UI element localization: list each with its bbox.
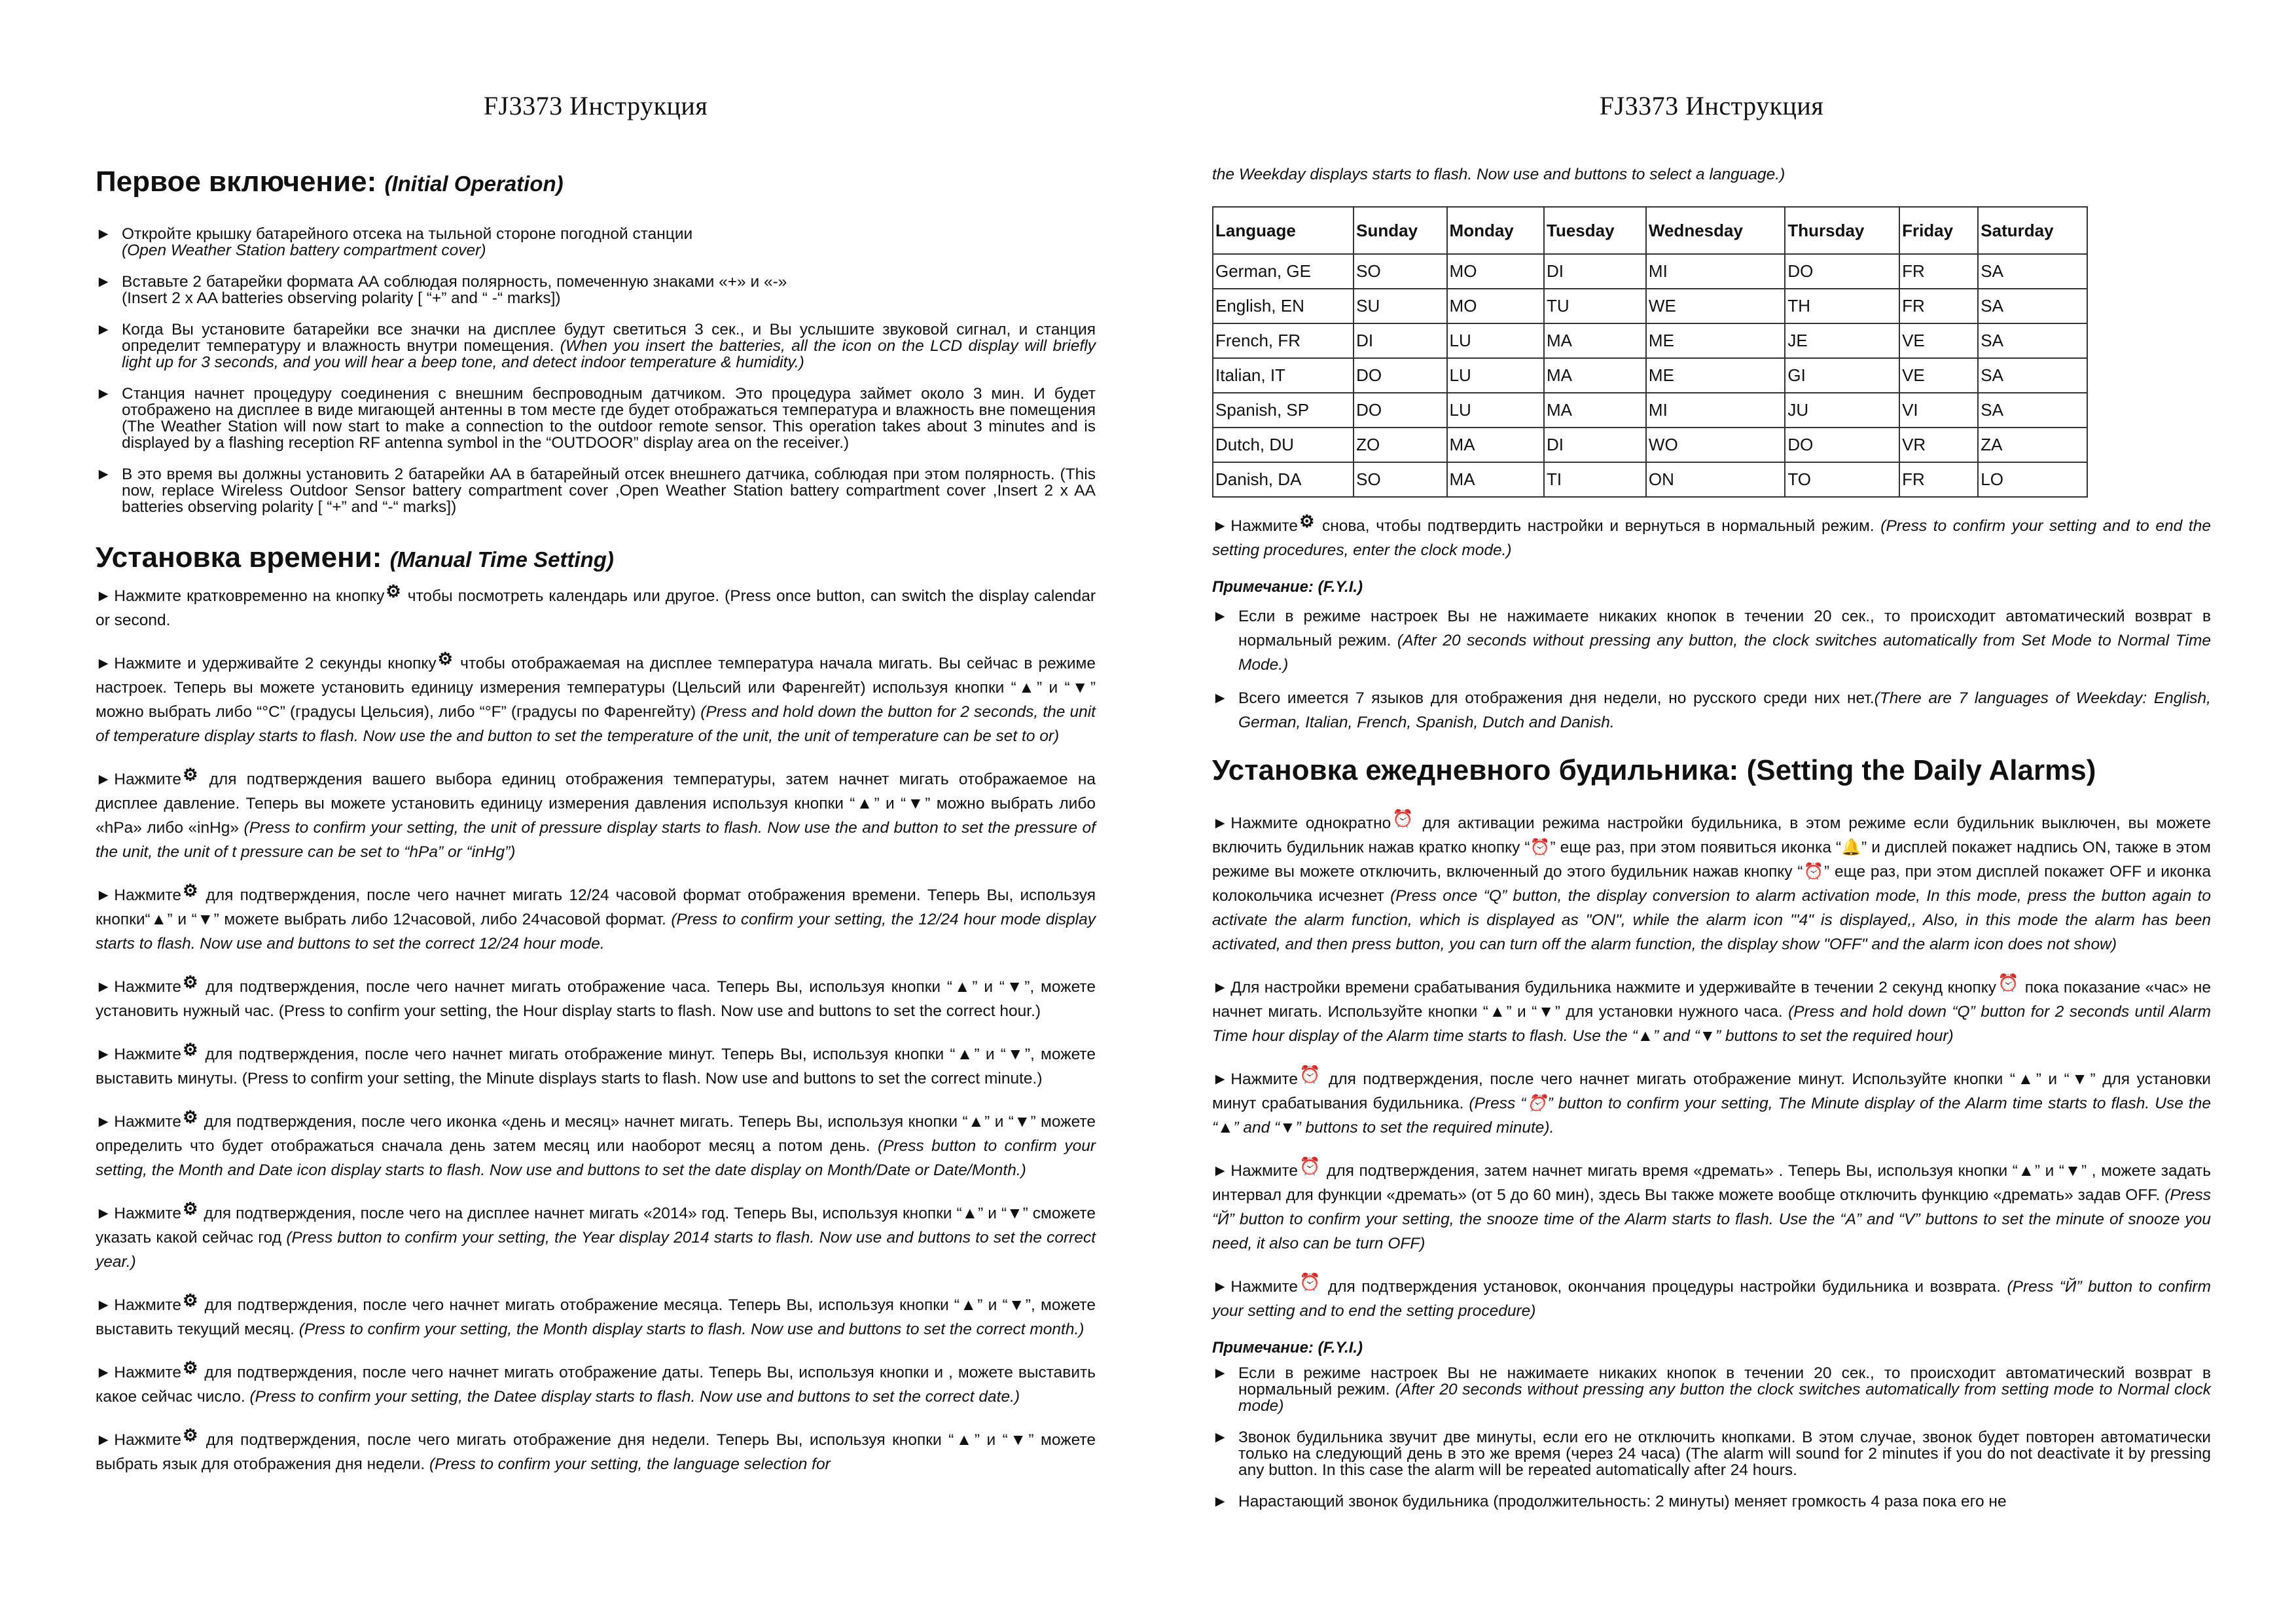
right-page [1148, 0, 2296, 1623]
table-cell: VE [1899, 358, 1978, 393]
gear-icon: ⚙ [183, 1425, 198, 1445]
column-header: Wednesday [1646, 207, 1785, 254]
table-cell: TI [1544, 462, 1646, 497]
bullet-icon: ► [96, 978, 112, 996]
step-paragraph: ► Нажмите⚙ для подтверждения вашего выбора единиц отображения температуры, затем начнет мигать отображаемое на дисплее давление. Теперь вы можете установить единицу измерения давления используя кнопки “▲” и “▼” можно выбрать либо «hPa» либо «inHg» (Press to confirm your setting, the unit of pressure display starts to flash. Now use the and button to set the pressure of the unit, the unit of t pressure can be set to “hPa” or “inHg”) [96, 763, 1096, 864]
table-cell: SA [1978, 289, 2087, 323]
step-paragraph: ► Нажмите⚙ для подтверждения, после чего начнет мигать 12/24 часовой формат отображения времени. Теперь Вы, используя кнопки“▲” и “▼” можете выбрать либо 12часовой, либо 24часовой формат. (Press to confirm your setting, the 12/24 hour mode display starts to flash. Now use and buttons to set the correct 12/24 hour mode. [96, 879, 1096, 956]
daily-alarms-title [1212, 754, 2211, 787]
bullet-icon: ► [96, 321, 112, 338]
note-title: Примечание: (F.Y.I.) [1212, 1339, 1363, 1357]
table-cell: Spanish, SP [1213, 393, 1354, 428]
table-cell: ME [1646, 323, 1785, 358]
table-cell: WO [1646, 428, 1785, 462]
table-cell: MI [1646, 393, 1785, 428]
running-header: FJ3373 Инструкция [1599, 91, 1824, 120]
bullet-icon: ► [1212, 1070, 1229, 1088]
bullet-icon: ► [96, 273, 112, 291]
table-cell: DO [1354, 358, 1446, 393]
list-item: ► Вставьте 2 батарейки формата АА соблюдая полярность, помеченную знаками «+» и «-» (Insert 2 x AA batteries observing polarity [ “+” and “ -“ marks]) [96, 273, 787, 307]
table-cell: LO [1978, 462, 2087, 497]
gear-icon: ⚙ [183, 1358, 198, 1377]
list-item: ► Откройте крышку батарейного отсека на тыльной стороне погодной станции (Open Weather Station battery compartment cover) [96, 225, 693, 259]
bullet-icon: ► [96, 1046, 112, 1063]
table-cell: FR [1899, 289, 1978, 323]
table-row [1213, 428, 2087, 462]
table-cell: FR [1899, 462, 1978, 497]
bullet-icon: ► [96, 1364, 112, 1381]
step-paragraph: ► Нажмите⏰ для подтверждения, затем начнет мигать время «дремать» . Теперь Вы, используя кнопки “▲” и “▼” , можете задать интервал для функции «дремать» (от 5 до 60 мин), здесь Вы также можете вообще отключить функцию «дремать» задав OFF. (Press “Й” button to confirm your setting, the snooze time of the Alarm starts to flash. Use the “A” and “V” buttons to set the minute of snooze you need, it also can be turn OFF) [1212, 1154, 2211, 1256]
confirm-paragraph: ► Нажмите⚙ снова, чтобы подтвердить настройки и вернуться в нормальный режим. (Press to confirm your setting and to end the setting procedures, enter the clock mode.) [1212, 509, 2211, 562]
table-cell: SA [1978, 358, 2087, 393]
alarm-clock-icon: ⏰ [1299, 1272, 1321, 1292]
bullet-icon: ► [96, 771, 112, 788]
step-paragraph: ► Нажмите⚙ для подтверждения, после чего начнет мигать отображение даты. Теперь Вы, используя кнопки и , можете выставить какое сейчас число. (Press to confirm your setting, the Datee display starts to flash. Now use and buttons to set the correct date.) [96, 1356, 1096, 1409]
table-cell: ME [1646, 358, 1785, 393]
step-paragraph: ► Нажмите⏰ для подтверждения, после чего начнет мигать отображение минут. Используйте кнопки “▲” и “▼” для установки минут срабатывания будильника. (Press “⏰” button to confirm your setting, The Minute display of the Alarm time starts to flash. Use the “▲” and “▼” buttons to set the required minute). [1212, 1063, 2211, 1140]
column-header: Saturday [1978, 207, 2087, 254]
table-cell: MA [1544, 323, 1646, 358]
table-cell: DI [1544, 254, 1646, 289]
step-paragraph: ► Нажмите⚙ для подтверждения, после чего мигать отображение дня недели. Теперь Вы, используя кнопки “▲” и “▼” можете выбрать язык для отображения дня недели. (Press to confirm your setting, the language selection for [96, 1423, 1096, 1476]
table-cell: Italian, IT [1213, 358, 1354, 393]
table-cell: VR [1899, 428, 1978, 462]
gear-icon: ⚙ [183, 972, 198, 992]
manual-time-title [96, 541, 1096, 574]
bullet-icon: ► [96, 1113, 112, 1131]
alarm-clock-icon: ⏰ [1392, 809, 1414, 828]
table-cell: MO [1447, 289, 1544, 323]
alarm-clock-icon: ⏰ [1997, 973, 2019, 993]
table-cell: MA [1544, 393, 1646, 428]
table-cell: SA [1978, 323, 2087, 358]
column-header: Tuesday [1544, 207, 1646, 254]
gear-icon: ⚙ [437, 649, 453, 668]
table-cell: MO [1447, 254, 1544, 289]
table-cell: WE [1646, 289, 1785, 323]
table-cell: SO [1354, 462, 1446, 497]
table-cell: DO [1354, 393, 1446, 428]
title-en: (Manual Time Setting) [389, 547, 614, 572]
bullet-icon: ► [96, 465, 112, 483]
step-paragraph: ► Нажмите однократно⏰ для активации режима настройки будильника, в этом режиме если будильник выключен, вы можете включить будильник нажав кратко кнопку “⏰” еще раз, при этом появиться иконка “🔔” и дисплей покажет надпись ON, также в этом режиме вы можете отключить, включенный до этого будильник нажав кнопку “⏰” еще раз, при этом дисплей покажет OFF и иконка колокольчика исчезнет (Press once “Q” button, the display conversion to alarm activation mode, In this mode, press the button again to activate the alarm function, which is displayed as "ON", while the alarm icon "'4" is displayed,, Also, in this mode the alarm has been activated, and then press button, you can turn off the alarm function, the display show "OFF" and the alarm icon does not show) [1212, 807, 2211, 957]
table-cell: GI [1785, 358, 1899, 393]
bullet-icon: ► [1212, 979, 1229, 996]
column-header: Language [1213, 207, 1354, 254]
list-item: ► Станция начнет процедуру соединения с внешним беспроводным датчиком. Это процедура займет около 3 мин. И будет отображено на дисплее в виде мигающей антенны в том месте где будет отображаться температура и влажность вне помещения (The Weather Station will now start to make a connection to the outdoor remote sensor. This operation takes about 3 minutes and is displayed by a flashing reception RF antenna symbol in the “OUTDOOR” display area on the receiver.) [96, 385, 1096, 452]
column-header: Monday [1447, 207, 1544, 254]
step-paragraph: ► Нажмите⚙ для подтверждения, после чего иконка «день и месяц» начнет мигать. Теперь Вы, используя кнопки “▲” и “▼” можете определить что будет отображаться сначала день затем месяц или наоборот месяц а потом день. (Press button to confirm your setting, the Month and Date icon display starts to flash. Now use and buttons to set the date display on Month/Date or Date/Month.) [96, 1105, 1096, 1182]
table-cell: German, GE [1213, 254, 1354, 289]
bullet-icon: ► [1212, 608, 1229, 625]
table-cell: LU [1447, 393, 1544, 428]
list-item: ► В это время вы должны установить 2 батарейки АА в батарейный отсек внешнего датчика, соблюдая при этом полярность. (This now, replace Wireless Outdoor Sensor battery compartment cover ,Open Weather Station battery compartment cover ,Insert 2 x AA batteries observing polarity [ “+” and “-“ marks]) [96, 465, 1096, 516]
list-item: ► Звонок будильника звучит две минуты, если его не отключить кнопками. В этом случае, звонок будет повторен автоматически только на следующий день в это же время (через 24 часа) (The alarm will sound for 2 minutes if you do not deactivate it by pressing any button. In this case the alarm will be repeated automatically after 24 hours. [1212, 1429, 2211, 1479]
step-paragraph: ► Нажмите и удерживайте 2 секунды кнопку⚙ чтобы отображаемая на дисплее температура начала мигать. Вы сейчас в режиме настроек. Теперь вы можете установить единицу измерения температуры (Цельсий или Фаренгейт) используя кнопки “▲” и “▼” можно выбрать либо “°C” (градусы Цельсия), либо “°F” (градусы по Фаренгейту) (Press and hold down the button for 2 seconds, the unit of temperature display starts to flash. Now use the and button to set the temperature of the unit, the unit of temperature can be set to or) [96, 647, 1096, 748]
table-cell: MI [1646, 254, 1785, 289]
column-header: Friday [1899, 207, 1978, 254]
table-cell: VE [1899, 323, 1978, 358]
table-cell: DO [1785, 428, 1899, 462]
bullet-icon: ► [96, 1205, 112, 1222]
step-paragraph: ► Нажмите⏰ для подтверждения установок, окончания процедуры настройки будильника и возврата. (Press “Й” button to confirm your setting and to end the setting procedure) [1212, 1270, 2211, 1323]
bullet-icon: ► [96, 655, 112, 672]
bullet-icon: ► [1212, 1364, 1229, 1382]
bullet-icon: ► [1212, 1278, 1229, 1296]
table-row [1213, 323, 2087, 358]
title-ru: Первое включение: [96, 166, 385, 198]
table-cell: DI [1354, 323, 1446, 358]
gear-icon: ⚙ [183, 1107, 198, 1127]
table-cell: Danish, DA [1213, 462, 1354, 497]
table-cell: SU [1354, 289, 1446, 323]
gear-icon: ⚙ [183, 765, 198, 784]
note-list [1212, 1365, 2211, 1510]
table-row [1213, 289, 2087, 323]
title-en: (Setting the Daily Alarms) [1746, 754, 2096, 786]
table-header-row [1213, 207, 2087, 254]
initial-steps-list [96, 226, 1096, 515]
gear-icon: ⚙ [183, 881, 198, 900]
bullet-icon: ► [1212, 1162, 1229, 1180]
title-ru: Установка ежедневного будильника: [1212, 754, 1747, 786]
table-cell: FR [1899, 254, 1978, 289]
table-cell: LU [1447, 358, 1544, 393]
table-cell: DO [1785, 254, 1899, 289]
title-en: (Initial Operation) [384, 172, 564, 196]
step-paragraph: ► Нажмите⚙ для подтверждения, после чего начнет мигать отображение месяца. Теперь Вы, используя кнопки “▲” и “▼”, можете выставить текущий месяц. (Press to confirm your setting, the Month display starts to flash. Now use and buttons to set the correct month.) [96, 1288, 1096, 1341]
bullet-icon: ► [96, 886, 112, 904]
table-cell: MA [1447, 462, 1544, 497]
step-paragraph: ► Нажмите кратковременно на кнопку⚙ чтобы посмотреть календарь или другое. (Press once button, can switch the display calendar or second. [96, 579, 1096, 632]
table-cell: MA [1447, 428, 1544, 462]
table-cell: English, EN [1213, 289, 1354, 323]
table-row [1213, 462, 2087, 497]
table-cell: ON [1646, 462, 1785, 497]
note-title: Примечание: (F.Y.I.) [1212, 578, 1363, 596]
bullet-icon: ► [96, 385, 112, 403]
table-cell: TU [1544, 289, 1646, 323]
list-item: ► Нарастающий звонок будильника (продолжительность: 2 минуты) меняет громкость 4 раза пока его не [1212, 1493, 2007, 1510]
table-row [1213, 393, 2087, 428]
bullet-icon: ► [96, 1296, 112, 1314]
bullet-icon: ► [1212, 517, 1229, 535]
bullet-icon: ► [96, 587, 112, 605]
alarm-clock-icon: ⏰ [1299, 1156, 1321, 1176]
table-cell: SA [1978, 254, 2087, 289]
bullet-icon: ► [1212, 1493, 1229, 1510]
table-cell: VI [1899, 393, 1978, 428]
running-header: FJ3373 Инструкция [483, 91, 708, 120]
column-header: Thursday [1785, 207, 1899, 254]
table-cell: JE [1785, 323, 1899, 358]
continued-text: the Weekday displays starts to flash. Now use and buttons to select a language.) [1212, 166, 1785, 183]
list-item: ► Если в режиме настроек Вы не нажимаете никаких кнопок в течении 20 сек., то происходит автоматический возврат в нормальный режим. (After 20 seconds without pressing any button the clock switches automatically from setting mode to Normal clock mode) [1212, 1364, 2211, 1415]
table-row [1213, 254, 2087, 289]
manual-time-steps [96, 579, 1096, 1476]
step-paragraph: ► Для настройки времени срабатывания будильника нажмите и удерживайте в течении 2 секунд кнопку⏰ пока показание «час» не начнет мигать. Используйте кнопки “▲” и “▼” для установки нужного часа. (Press and hold down “Q” button for 2 seconds until Alarm Time hour display of the Alarm time starts to flash. Use the “▲” and “▼” buttons to set the required hour) [1212, 971, 2211, 1048]
table-cell: DI [1544, 428, 1646, 462]
table-cell: MA [1544, 358, 1646, 393]
gear-icon: ⚙ [386, 581, 401, 601]
initial-operation-title [96, 166, 1096, 198]
bullet-icon: ► [1212, 1429, 1229, 1446]
table-cell: Dutch, DU [1213, 428, 1354, 462]
table-row [1213, 358, 2087, 393]
table-cell: SA [1978, 393, 2087, 428]
gear-icon: ⚙ [1299, 511, 1315, 531]
table-cell: LU [1447, 323, 1544, 358]
table-cell: TH [1785, 289, 1899, 323]
step-paragraph: ► Нажмите⚙ для подтверждения, после чего начнет мигать отображение минут. Теперь Вы, используя кнопки “▲” и “▼”, можете выставить минуты. (Press to confirm your setting, the Minute displays starts to flash. Now use and buttons to set the correct minute.) [96, 1038, 1096, 1091]
table-cell: ZO [1354, 428, 1446, 462]
alarm-clock-icon: ⏰ [1299, 1065, 1321, 1084]
step-paragraph: ► Нажмите⚙ для подтверждения, после чего на дисплее начнет мигать «2014» год. Теперь Вы, используя кнопки “▲” и “▼” сможете указать какой сейчас год (Press button to confirm your setting, the Year display 2014 starts to flash. Now use and buttons to set the correct year.) [96, 1197, 1096, 1274]
list-item: ► Всего имеется 7 языков для отображения дня недели, но русского среди них нет.(There are 7 languages of Weekday: English, German, Italian, French, Spanish, Dutch and Danish. [1212, 686, 2211, 735]
gear-icon: ⚙ [183, 1040, 198, 1059]
table-cell: French, FR [1213, 323, 1354, 358]
gear-icon: ⚙ [183, 1290, 198, 1310]
table-cell: ZA [1978, 428, 2087, 462]
gear-icon: ⚙ [183, 1199, 198, 1218]
title-ru: Установка времени: [96, 541, 390, 574]
weekday-language-table [1212, 206, 2088, 498]
bullet-icon: ► [1212, 814, 1229, 832]
table-cell: SO [1354, 254, 1446, 289]
step-paragraph: ► Нажмите⚙ для подтверждения, после чего начнет мигать отображение часа. Теперь Вы, используя кнопки “▲” и “▼”, можете установить нужный час. (Press to confirm your setting, the Hour display starts to flash. Now use and buttons to set the correct hour.) [96, 970, 1096, 1023]
alarm-steps [1212, 807, 2211, 1323]
table-cell: TO [1785, 462, 1899, 497]
bullet-icon: ► [96, 225, 112, 243]
bullet-icon: ► [96, 1431, 112, 1449]
list-item: ► Если в режиме настроек Вы не нажимаете никаких кнопок в течении 20 сек., то происходит автоматический возврат в нормальный режим. (After 20 seconds without pressing any button, the clock switches automatically from Set Mode to Normal Time Mode.) [1212, 604, 2211, 677]
bullet-icon: ► [1212, 689, 1229, 707]
table-cell: JU [1785, 393, 1899, 428]
column-header: Sunday [1354, 207, 1446, 254]
list-item: ► Когда Вы установите батарейки все значки на дисплее будут светиться 3 сек., и Вы услышите звуковой сигнал, и станция определит температуру и влажность внутри помещения. (When you insert the batteries, all the icon on the LCD display will briefly light up for 3 seconds, and you will hear a beep tone, and detect indoor temperature & humidity.) [96, 321, 1096, 371]
note-list [1212, 604, 2211, 735]
